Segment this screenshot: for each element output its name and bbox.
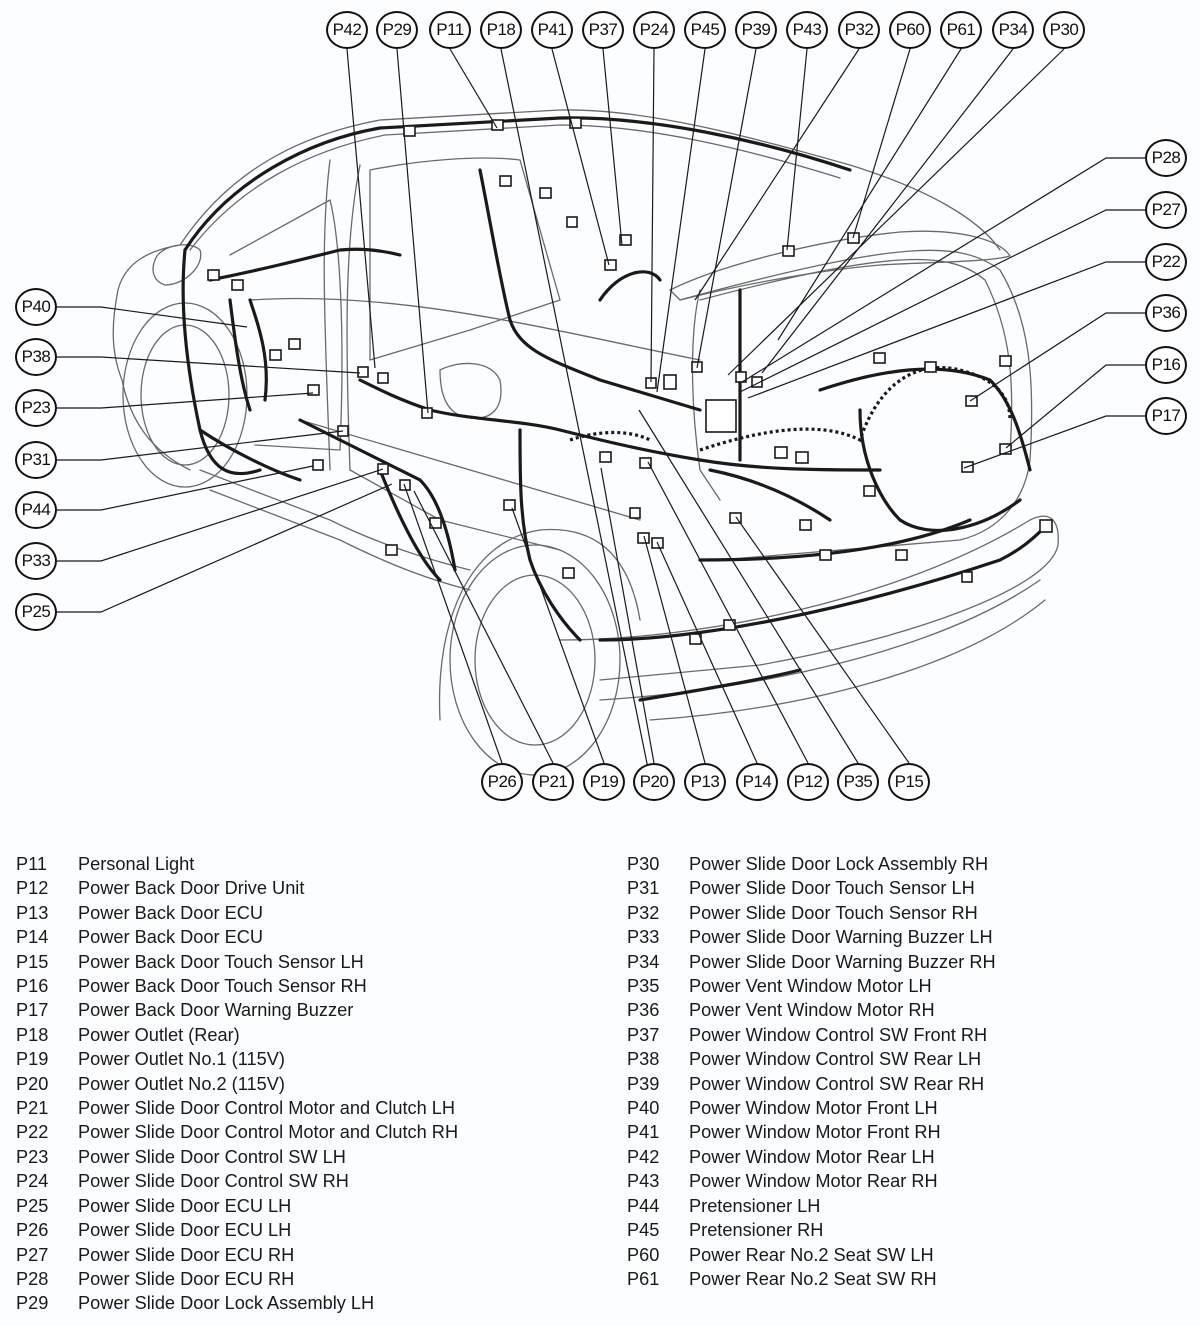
legend-row-p13 xyxy=(16,901,458,925)
legend-row-p19 xyxy=(16,1047,458,1071)
leader-line-p33 xyxy=(57,469,383,561)
legend-code: P31 xyxy=(627,878,660,899)
legend-row-p26 xyxy=(16,1218,458,1242)
leader-line-p26 xyxy=(404,484,502,763)
callout-p26[interactable] xyxy=(481,763,523,801)
legend-description: Power Window Control SW Rear RH xyxy=(689,1073,985,1094)
legend-row-p38 xyxy=(627,1047,996,1071)
callout-p17[interactable] xyxy=(1145,397,1187,435)
callout-p29[interactable] xyxy=(376,11,418,49)
leader-line-p16 xyxy=(1006,365,1145,448)
legend-description: Power Slide Door ECU LH xyxy=(78,1220,292,1241)
leader-line-p30 xyxy=(728,49,1064,375)
legend-code: P18 xyxy=(16,1024,49,1045)
leader-line-p23 xyxy=(57,393,313,408)
legend-code: P13 xyxy=(16,902,49,923)
callout-label: P17 xyxy=(1151,406,1181,425)
leader-line-p43 xyxy=(787,49,807,250)
legend-code: P22 xyxy=(16,1122,49,1143)
legend-row-p41 xyxy=(627,1120,996,1144)
connector-blocks xyxy=(208,118,1052,644)
legend-description: Power Back Door Touch Sensor RH xyxy=(78,976,367,997)
legend-description: Power Slide Door ECU RH xyxy=(78,1244,295,1265)
legend-code: P23 xyxy=(16,1146,49,1167)
leader-line-p35 xyxy=(639,410,858,763)
callout-p15[interactable] xyxy=(888,763,930,801)
callout-p39[interactable] xyxy=(735,11,777,49)
legend-code: P12 xyxy=(16,878,49,899)
callout-p35[interactable] xyxy=(837,763,879,801)
callout-label: P45 xyxy=(690,20,720,39)
legend-row-p15 xyxy=(16,950,458,974)
callout-p60[interactable] xyxy=(889,11,931,49)
legend-code: P26 xyxy=(16,1220,49,1241)
legend-code: P61 xyxy=(627,1268,660,1289)
callout-label: P43 xyxy=(792,20,822,39)
callout-p30[interactable] xyxy=(1043,11,1085,49)
callout-p19[interactable] xyxy=(583,763,625,801)
callout-label: P32 xyxy=(844,20,874,39)
legend-column-right xyxy=(627,852,996,1291)
callout-label: P37 xyxy=(588,20,618,39)
callout-p16[interactable] xyxy=(1145,346,1187,384)
legend-row-p40 xyxy=(627,1096,996,1120)
legend-description: Power Slide Door Control Motor and Clutch RH xyxy=(78,1122,459,1143)
legend-row-p61 xyxy=(627,1267,996,1291)
legend-code: P35 xyxy=(627,976,660,997)
legend-code: P43 xyxy=(627,1171,660,1192)
legend-description: Power Outlet No.1 (115V) xyxy=(78,1049,285,1070)
legend-code: P20 xyxy=(16,1073,49,1094)
callout-p14[interactable] xyxy=(736,763,778,801)
legend-code: P25 xyxy=(16,1195,49,1216)
legend-code: P60 xyxy=(627,1244,660,1265)
callout-label: P11 xyxy=(436,20,464,39)
legend-column-left xyxy=(16,852,458,1316)
legend-code: P36 xyxy=(627,1000,660,1021)
legend-description: Pretensioner LH xyxy=(689,1195,821,1216)
legend-row-p44 xyxy=(627,1194,996,1218)
legend-row-p25 xyxy=(16,1194,458,1218)
callout-label: P24 xyxy=(639,20,669,39)
legend-code: P37 xyxy=(627,1024,660,1045)
callout-label: P34 xyxy=(998,20,1028,39)
leader-line-p38 xyxy=(57,357,360,373)
callout-p42[interactable] xyxy=(326,11,368,49)
legend-description: Pretensioner RH xyxy=(689,1220,824,1241)
callout-label: P36 xyxy=(1151,303,1181,322)
callout-p31[interactable] xyxy=(15,441,57,479)
callout-p34[interactable] xyxy=(992,11,1034,49)
callout-p23[interactable] xyxy=(15,389,57,427)
callout-label: P33 xyxy=(21,551,51,570)
callout-p32[interactable] xyxy=(838,11,880,49)
callout-label: P30 xyxy=(1049,20,1079,39)
legend-code: P30 xyxy=(627,854,660,874)
legend-code: P16 xyxy=(16,976,49,997)
legend-row-p32 xyxy=(627,901,996,925)
legend-description: Power Outlet No.2 (115V) xyxy=(78,1073,285,1094)
legend-description: Power Rear No.2 Seat SW LH xyxy=(689,1244,934,1265)
callout-p36[interactable] xyxy=(1145,294,1187,332)
callout-p40[interactable] xyxy=(15,288,57,326)
legend-description: Power Slide Door Warning Buzzer LH xyxy=(689,927,993,948)
corrugated-tube xyxy=(570,368,1010,450)
legend-code: P42 xyxy=(627,1146,660,1167)
legend-row-p39 xyxy=(627,1072,996,1096)
legend-code: P17 xyxy=(16,1000,49,1021)
legend-row-p23 xyxy=(16,1145,458,1169)
callout-label: P12 xyxy=(793,772,823,791)
leader-line-p29 xyxy=(397,49,428,413)
legend-description: Power Back Door ECU xyxy=(78,902,263,923)
leader-line-p22 xyxy=(748,262,1145,398)
legend-description: Power Window Motor Rear LH xyxy=(689,1146,935,1167)
leader-line-p19 xyxy=(512,508,604,763)
callout-p24[interactable] xyxy=(633,11,675,49)
leader-line-p37 xyxy=(603,49,622,245)
callout-label: P40 xyxy=(21,297,51,316)
callout-p22[interactable] xyxy=(1145,243,1187,281)
callout-p41[interactable] xyxy=(531,11,573,49)
legend-description: Power Slide Door ECU LH xyxy=(78,1195,292,1216)
legend-code: P29 xyxy=(16,1293,49,1314)
legend-row-p29 xyxy=(16,1291,458,1315)
callout-p61[interactable] xyxy=(940,11,982,49)
legend-row-p45 xyxy=(627,1218,996,1242)
leader-line-p34 xyxy=(762,49,1013,373)
callout-label: P21 xyxy=(538,772,568,791)
callout-label: P16 xyxy=(1151,355,1181,374)
legend-row-p22 xyxy=(16,1120,458,1144)
callout-label: P28 xyxy=(1151,148,1181,167)
legend-code: P14 xyxy=(16,927,49,948)
legend-row-p27 xyxy=(16,1243,458,1267)
legend-row-p36 xyxy=(627,998,996,1022)
legend-description: Power Slide Door Control SW LH xyxy=(78,1146,346,1167)
legend-description: Power Vent Window Motor LH xyxy=(689,976,932,997)
legend-description: Power Window Motor Front RH xyxy=(689,1122,941,1143)
callout-label: P27 xyxy=(1151,200,1181,219)
callout-label: P31 xyxy=(21,450,51,469)
legend-row-p43 xyxy=(627,1169,996,1193)
callout-label: P15 xyxy=(894,772,924,791)
legend-code: P19 xyxy=(16,1049,49,1070)
leader-line-p41 xyxy=(552,49,609,265)
leader-line-p42 xyxy=(347,49,375,368)
legend-code: P27 xyxy=(16,1244,49,1265)
callout-label: P25 xyxy=(21,602,51,621)
legend-row-p42 xyxy=(627,1145,996,1169)
legend-code: P32 xyxy=(627,902,660,923)
callout-label: P19 xyxy=(589,772,619,791)
legend-row-p60 xyxy=(627,1243,996,1267)
legend-description: Power Window Control SW Front RH xyxy=(689,1024,988,1045)
legend-description: Power Window Motor Front LH xyxy=(689,1098,938,1119)
legend-description: Personal Light xyxy=(78,854,195,874)
legend-row-p31 xyxy=(627,876,996,900)
callout-label: P35 xyxy=(843,772,873,791)
callout-label: P39 xyxy=(741,20,771,39)
legend-code: P39 xyxy=(627,1073,660,1094)
legend-code: P40 xyxy=(627,1098,660,1119)
callout-label: P41 xyxy=(537,20,567,39)
legend-description: Power Window Control SW Rear LH xyxy=(689,1049,982,1070)
legend-row-p17 xyxy=(16,998,458,1022)
legend-description: Power Slide Door Control Motor and Clutch LH xyxy=(78,1098,456,1119)
callout-p33[interactable] xyxy=(15,542,57,580)
legend-description: Power Rear No.2 Seat SW RH xyxy=(689,1268,937,1289)
callout-p25[interactable] xyxy=(15,593,57,631)
callout-p13[interactable] xyxy=(684,763,726,801)
callout-p44[interactable] xyxy=(15,491,57,529)
legend-description: Power Vent Window Motor RH xyxy=(689,1000,935,1021)
legend-description: Power Slide Door Touch Sensor RH xyxy=(689,902,978,923)
legend-code: P15 xyxy=(16,951,49,972)
legend-row-p28 xyxy=(16,1267,458,1291)
callout-p12[interactable] xyxy=(787,763,829,801)
legend-code: P33 xyxy=(627,927,660,948)
callout-label: P29 xyxy=(382,20,412,39)
callout-label: P18 xyxy=(486,20,516,39)
legend-row-p33 xyxy=(627,925,996,949)
legend-description: Power Back Door ECU xyxy=(78,927,263,948)
wire-harness xyxy=(183,118,1048,700)
leader-line-p17 xyxy=(964,416,1145,468)
callout-label: P14 xyxy=(742,772,772,791)
callout-p28[interactable] xyxy=(1145,139,1187,177)
callout-p20[interactable] xyxy=(633,763,675,801)
legend-description: Power Back Door Drive Unit xyxy=(78,878,305,899)
callout-p18[interactable] xyxy=(480,11,522,49)
leader-line-p44 xyxy=(57,466,313,510)
legend-code: P38 xyxy=(627,1049,660,1070)
callout-label: P60 xyxy=(895,20,925,39)
legend-row-p11 xyxy=(16,852,458,876)
legend-code: P44 xyxy=(627,1195,660,1216)
legend-row-p14 xyxy=(16,925,458,949)
leader-line-p20 xyxy=(601,468,654,763)
callout-label: P61 xyxy=(946,20,976,39)
legend-row-p35 xyxy=(627,974,996,998)
callout-p43[interactable] xyxy=(786,11,828,49)
legend-description: Power Outlet (Rear) xyxy=(78,1024,240,1045)
legend-row-p24 xyxy=(16,1169,458,1193)
legend-code: P45 xyxy=(627,1220,660,1241)
legend-description: Power Back Door Warning Buzzer xyxy=(78,1000,354,1021)
leader-lines xyxy=(57,49,1145,778)
callout-label: P23 xyxy=(21,398,51,417)
legend-code: P11 xyxy=(16,854,48,874)
leader-line-p27 xyxy=(740,210,1145,392)
legend-code: P28 xyxy=(16,1268,49,1289)
callout-label: P44 xyxy=(21,500,51,519)
callout-p27[interactable] xyxy=(1145,191,1187,229)
legend-row-p16 xyxy=(16,974,458,998)
callout-label: P38 xyxy=(21,347,51,366)
callout-label: P22 xyxy=(1151,252,1181,271)
callout-p45[interactable] xyxy=(684,11,726,49)
legend-description: Power Slide Door Control SW RH xyxy=(78,1171,349,1192)
legend-row-p34 xyxy=(627,950,996,974)
legend-code: P34 xyxy=(627,951,660,972)
legend-description: Power Slide Door Warning Buzzer RH xyxy=(689,951,996,972)
legend-row-p37 xyxy=(627,1023,996,1047)
legend-code: P24 xyxy=(16,1171,49,1192)
legend-description: Power Slide Door ECU RH xyxy=(78,1268,295,1289)
callout-label: P42 xyxy=(332,20,362,39)
leader-line-p18 xyxy=(501,49,650,778)
legend-code: P21 xyxy=(16,1098,49,1119)
callout-label: P20 xyxy=(639,772,669,791)
leader-line-p45 xyxy=(657,49,705,392)
leader-line-p39 xyxy=(697,49,756,368)
legend-row-p18 xyxy=(16,1023,458,1047)
legend-row-p21 xyxy=(16,1096,458,1120)
callout-p11[interactable] xyxy=(429,11,471,49)
leader-line-p13 xyxy=(644,536,705,763)
callout-label: P26 xyxy=(487,772,517,791)
legend-row-p30 xyxy=(627,852,996,876)
callout-label: P13 xyxy=(690,772,720,791)
leader-line-p25 xyxy=(57,484,392,612)
vehicle-body-outline xyxy=(113,110,1058,775)
legend-description: Power Back Door Touch Sensor LH xyxy=(78,951,364,972)
callout-p38[interactable] xyxy=(15,338,57,376)
legend-row-p12 xyxy=(16,876,458,900)
legend-description: Power Slide Door Touch Sensor LH xyxy=(689,878,975,899)
leader-line-p24 xyxy=(651,49,654,382)
legend-code: P41 xyxy=(627,1122,660,1143)
legend-description: Power Window Motor Rear RH xyxy=(689,1171,938,1192)
legend-description: Power Slide Door Lock Assembly RH xyxy=(689,854,989,874)
legend-description: Power Slide Door Lock Assembly LH xyxy=(78,1293,375,1314)
callout-p21[interactable] xyxy=(532,763,574,801)
legend-row-p20 xyxy=(16,1072,458,1096)
callout-p37[interactable] xyxy=(582,11,624,49)
